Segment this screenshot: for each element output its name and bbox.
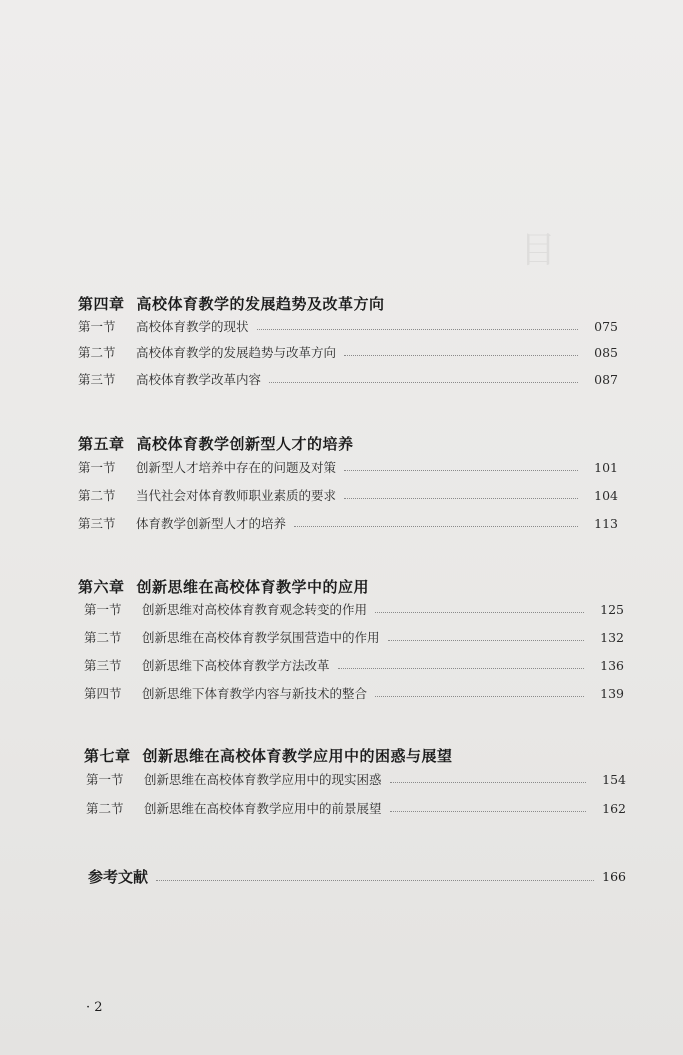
chapter-number: 第七章 bbox=[84, 747, 131, 765]
chapter-title: 创新思维在高校体育教学应用中的困惑与展望 bbox=[142, 747, 453, 765]
page-ref: 104 bbox=[594, 487, 618, 503]
dot-leader bbox=[375, 612, 584, 613]
bleed-through-heading: 目 bbox=[520, 230, 557, 271]
page-ref: 113 bbox=[594, 515, 618, 531]
dot-leader bbox=[388, 640, 584, 641]
section-label: 第一节 bbox=[78, 460, 116, 475]
chapter-number: 第六章 bbox=[78, 578, 125, 596]
toc-entry[interactable] bbox=[78, 343, 618, 361]
section-label: 第二节 bbox=[78, 345, 116, 360]
section-label: 第三节 bbox=[78, 516, 116, 531]
dot-leader bbox=[257, 329, 578, 330]
toc-entry[interactable] bbox=[84, 684, 624, 702]
toc-entry[interactable] bbox=[86, 799, 626, 817]
toc-entry[interactable] bbox=[86, 770, 626, 788]
toc-entry[interactable] bbox=[84, 656, 624, 674]
section-title: 创新思维下体育教学内容与新技术的整合 bbox=[142, 686, 368, 701]
section-label: 第一节 bbox=[78, 319, 116, 334]
chapter-heading bbox=[78, 433, 354, 454]
toc-entry[interactable] bbox=[84, 600, 624, 618]
section-label: 第二节 bbox=[84, 630, 122, 645]
section-title: 创新思维在高校体育教学应用中的现实困惑 bbox=[144, 772, 382, 787]
dot-leader bbox=[344, 355, 578, 356]
toc-entry[interactable] bbox=[78, 317, 618, 335]
page-number: · 2 bbox=[86, 1000, 103, 1015]
dot-leader bbox=[344, 470, 578, 471]
section-title: 创新思维在高校体育教学应用中的前景展望 bbox=[144, 801, 382, 816]
page-ref: 087 bbox=[594, 371, 618, 387]
section-title: 创新型人才培养中存在的问题及对策 bbox=[136, 460, 337, 475]
toc-entry[interactable] bbox=[78, 458, 618, 476]
section-label: 第二节 bbox=[78, 488, 116, 503]
section-label: 第二节 bbox=[86, 801, 124, 816]
section-title: 体育教学创新型人才的培养 bbox=[136, 516, 287, 531]
section-label: 第四节 bbox=[84, 686, 122, 701]
dot-leader bbox=[269, 382, 578, 383]
dot-leader bbox=[390, 811, 586, 812]
section-title: 当代社会对体育教师职业素质的要求 bbox=[136, 488, 337, 503]
section-label: 第三节 bbox=[78, 372, 116, 387]
section-label: 第一节 bbox=[86, 772, 124, 787]
toc-entry[interactable] bbox=[78, 370, 618, 388]
chapter-heading bbox=[84, 745, 453, 766]
page-ref: 085 bbox=[594, 344, 618, 360]
chapter-title: 创新思维在高校体育教学中的应用 bbox=[136, 578, 370, 596]
chapter-title: 高校体育教学的发展趋势及改革方向 bbox=[136, 295, 385, 313]
chapter-heading bbox=[78, 293, 385, 314]
toc-entry[interactable] bbox=[84, 628, 624, 646]
page-ref: 136 bbox=[600, 657, 624, 673]
references-title: 参考文献 bbox=[88, 867, 149, 886]
dot-leader bbox=[344, 498, 578, 499]
section-title: 高校体育教学的发展趋势与改革方向 bbox=[136, 345, 337, 360]
section-label: 第三节 bbox=[84, 658, 122, 673]
page-ref: 154 bbox=[602, 771, 626, 787]
dot-leader bbox=[375, 696, 584, 697]
section-title: 高校体育教学的现状 bbox=[136, 319, 249, 334]
toc-entry-references[interactable] bbox=[88, 866, 626, 886]
dot-leader bbox=[156, 880, 594, 881]
page-ref: 125 bbox=[600, 601, 624, 617]
toc-entry[interactable] bbox=[78, 486, 618, 504]
chapter-title: 高校体育教学创新型人才的培养 bbox=[136, 435, 354, 453]
page-ref: 166 bbox=[602, 868, 626, 884]
section-title: 创新思维在高校体育教学氛围营造中的作用 bbox=[142, 630, 380, 645]
page-ref: 101 bbox=[594, 459, 618, 475]
section-title: 创新思维下高校体育教学方法改革 bbox=[142, 658, 330, 673]
page-ref: 139 bbox=[600, 685, 624, 701]
dot-leader bbox=[294, 526, 578, 527]
dot-leader bbox=[390, 782, 586, 783]
page-ref: 132 bbox=[600, 629, 624, 645]
chapter-number: 第四章 bbox=[78, 295, 125, 313]
section-title: 创新思维对高校体育教育观念转变的作用 bbox=[142, 602, 368, 617]
chapter-number: 第五章 bbox=[78, 435, 125, 453]
section-title: 高校体育教学改革内容 bbox=[136, 372, 262, 387]
toc-entry[interactable] bbox=[78, 514, 618, 532]
page-ref: 075 bbox=[594, 318, 618, 334]
page-ref: 162 bbox=[602, 800, 626, 816]
section-label: 第一节 bbox=[84, 602, 122, 617]
dot-leader bbox=[338, 668, 584, 669]
chapter-heading bbox=[78, 576, 369, 597]
